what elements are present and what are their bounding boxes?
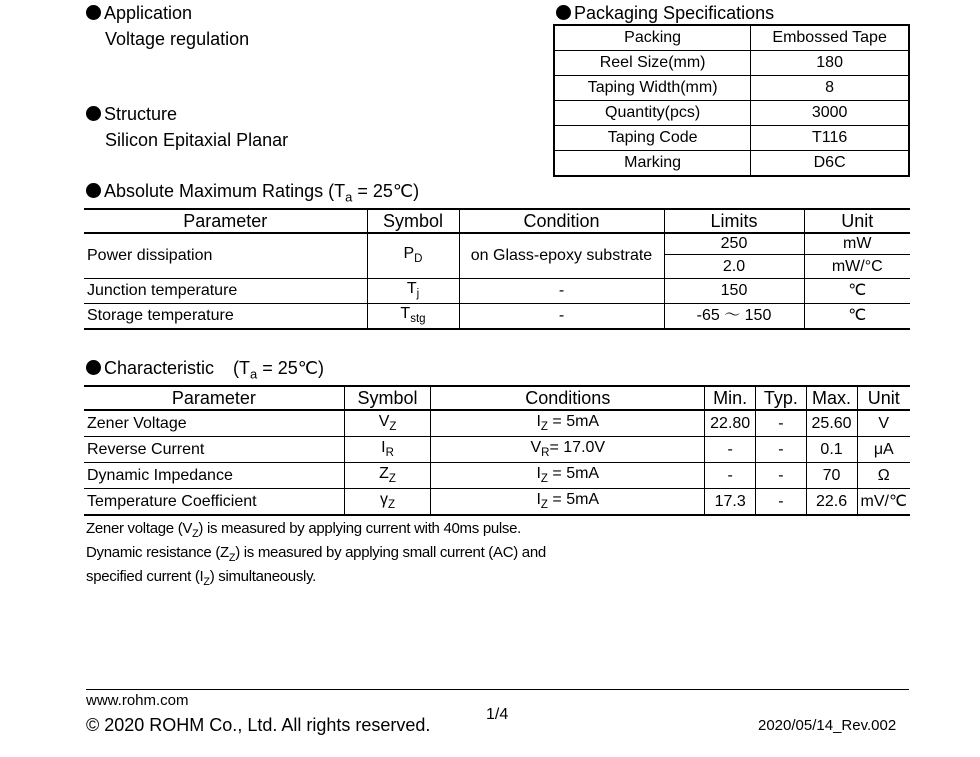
table-header-row (84, 209, 910, 233)
footer-divider (86, 689, 909, 690)
pkg-value: D6C (751, 151, 909, 177)
unit-cell: ℃ (804, 279, 910, 304)
param-cell: Zener Voltage (84, 410, 344, 437)
column-header: Unit (804, 209, 910, 233)
footer-url[interactable]: www.rohm.com (86, 692, 189, 709)
max-cell: 0.1 (806, 437, 857, 463)
min-cell: 17.3 (705, 489, 756, 516)
amr-condition: ($T_a$ = 25℃) (328, 181, 420, 205)
symbol-cell: $T_j$ (367, 279, 459, 304)
characteristic-condition: ($T_a$ = 25℃) (233, 358, 325, 382)
unit-cell: mV/℃ (857, 489, 910, 516)
table-row (84, 489, 910, 516)
typ-cell: - (756, 463, 806, 489)
column-header: Symbol (344, 386, 431, 410)
limit-cell: 250 (664, 233, 804, 255)
param-cell: Temperature Coefficient (84, 489, 344, 516)
min-cell: - (705, 463, 756, 489)
limit-cell: 2.0 (664, 255, 804, 279)
symbol-cell: $P_D$ (367, 233, 459, 279)
page-number: 1/4 (486, 706, 509, 723)
condition-cell: - (459, 279, 664, 304)
application-text: Voltage regulation (105, 29, 250, 49)
condition-cell: - (459, 304, 664, 330)
table-row (554, 126, 909, 151)
column-header: Min. (705, 386, 756, 410)
param-cell: Dynamic Impedance (84, 463, 344, 489)
note-zener-voltage: Zener voltage $(V_Z)$ is measured by applying current with 40ms pulse. (86, 520, 522, 540)
bullet-icon (86, 106, 101, 121)
bullet-icon (86, 183, 101, 198)
column-header: Limits (664, 209, 804, 233)
condition-cell: on Glass-epoxy substrate (459, 233, 664, 279)
packaging-table (553, 24, 910, 177)
table-row (554, 25, 909, 51)
pkg-label: Reel Size(mm) (554, 51, 751, 76)
column-header: Parameter (84, 209, 367, 233)
symbol-cell: $I_R$ (344, 437, 431, 463)
revision-date: 2020/05/14_Rev.002 (758, 717, 897, 734)
bullet-icon (556, 5, 571, 20)
condition-cell: $I_Z = 5mA$ (431, 489, 705, 516)
structure-text: Silicon Epitaxial Planar (105, 130, 289, 150)
pkg-value: 3000 (751, 101, 909, 126)
pkg-value: Embossed Tape (751, 25, 909, 51)
table-header-row (84, 386, 910, 410)
bullet-icon (86, 5, 101, 20)
pkg-label: Taping Width(mm) (554, 76, 751, 101)
symbol-cell: $V_Z$ (344, 410, 431, 437)
pkg-label: Packing (554, 25, 751, 51)
unit-cell: mW (804, 233, 910, 255)
column-header: Unit (857, 386, 910, 410)
table-row (84, 279, 910, 304)
note-specified-current: specified current $(I_Z)$ simultaneously. (86, 568, 317, 588)
pkg-label: Marking (554, 151, 751, 177)
footer-copyright: © 2020 ROHM Co., Ltd. All rights reserved. (86, 715, 431, 735)
symbol-cell: $\gamma_Z$ (344, 489, 431, 516)
table-row (84, 233, 910, 255)
unit-cell: mW/°C (804, 255, 910, 279)
table-row (554, 101, 909, 126)
amr-heading: Absolute Maximum Ratings ($T_a$ = 25℃) (86, 181, 419, 205)
pkg-value: 180 (751, 51, 909, 76)
pkg-value: 8 (751, 76, 909, 101)
typ-cell: - (756, 410, 806, 437)
symbol-cell: $Z_Z$ (344, 463, 431, 489)
table-row (554, 151, 909, 177)
condition-cell: $I_Z = 5mA$ (431, 410, 705, 437)
param-cell: Power dissipation (84, 233, 367, 279)
max-cell: 70 (806, 463, 857, 489)
packaging-heading: Packaging Specifications (556, 3, 774, 24)
pkg-label: Taping Code (554, 126, 751, 151)
param-cell: Storage temperature (84, 304, 367, 330)
characteristic-table (84, 385, 910, 516)
table-row (84, 304, 910, 330)
table-row (554, 51, 909, 76)
column-header: Symbol (367, 209, 459, 233)
min-cell: - (705, 437, 756, 463)
column-header: Typ. (756, 386, 806, 410)
structure-heading: Structure (86, 104, 177, 125)
max-cell: 22.6 (806, 489, 857, 516)
unit-cell: ℃ (804, 304, 910, 330)
column-header: Condition (459, 209, 664, 233)
column-header: Conditions (431, 386, 705, 410)
max-cell: 25.60 (806, 410, 857, 437)
param-cell: Junction temperature (84, 279, 367, 304)
param-cell: Reverse Current (84, 437, 344, 463)
min-cell: 22.80 (705, 410, 756, 437)
bullet-icon (86, 360, 101, 375)
table-row (84, 463, 910, 489)
symbol-cell: $T_{stg}$ (367, 304, 459, 330)
note-dynamic-resistance: Dynamic resistance $(Z_Z)$ is measured by applying small current (AC) and (86, 544, 546, 564)
limit-cell: -65 ～ 150 (664, 304, 804, 330)
unit-cell: μA (857, 437, 910, 463)
condition-cell: $I_Z = 5mA$ (431, 463, 705, 489)
pkg-value: T116 (751, 126, 909, 151)
typ-cell: - (756, 437, 806, 463)
characteristic-heading: Characteristic ($T_a$ = 25℃) (86, 358, 324, 382)
table-row (554, 76, 909, 101)
column-header: Max. (806, 386, 857, 410)
unit-cell: Ω (857, 463, 910, 489)
amr-table (84, 208, 910, 330)
limit-cell: 150 (664, 279, 804, 304)
application-heading: Application (86, 3, 192, 24)
table-row (84, 410, 910, 437)
pkg-label: Quantity(pcs) (554, 101, 751, 126)
unit-cell: V (857, 410, 910, 437)
table-row (84, 437, 910, 463)
typ-cell: - (756, 489, 806, 516)
condition-cell: $V_R= 17.0V$ (431, 437, 705, 463)
column-header: Parameter (84, 386, 344, 410)
